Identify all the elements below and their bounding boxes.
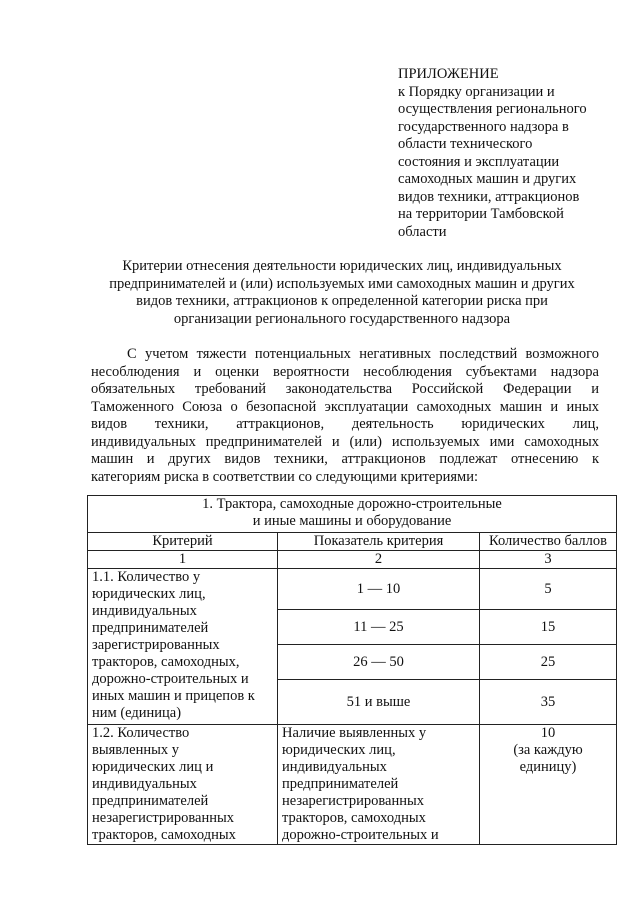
appendix-line: видов техники, аттракционов xyxy=(398,188,580,205)
title-line: организации регионального государственного надзора xyxy=(173,310,511,327)
indicator-cell: 26 — 50 xyxy=(278,645,480,680)
document-title xyxy=(88,258,596,328)
criteria-table xyxy=(87,495,617,845)
table-colnum-row xyxy=(88,551,617,569)
criterion-line: выявленных у xyxy=(92,742,179,758)
appendix-line: на территории Тамбовской xyxy=(398,206,564,222)
criterion-line: тракторов, самоходных xyxy=(92,827,236,843)
criterion-line: индивидуальных xyxy=(92,776,197,792)
criterion-cell xyxy=(88,569,278,725)
criterion-line: иных машин и прицепов к xyxy=(92,688,255,704)
title-line: Критерии отнесения деятельности юридических лиц, индивидуальных xyxy=(122,258,562,274)
appendix-heading: ПРИЛОЖЕНИЕ xyxy=(398,66,499,82)
table-row xyxy=(88,569,617,610)
indicator-cell xyxy=(278,725,480,845)
appendix-line: области xyxy=(398,223,447,240)
intro-line: обязательных требований законодательства Российской Федерации и xyxy=(91,381,599,397)
appendix-line: осуществления регионального xyxy=(398,101,587,117)
intro-line: несоблюдения и оценки вероятности несоблюдения субъектами надзора xyxy=(91,363,599,380)
intro-line: видов техники, аттракционов, деятельность юридических лиц, xyxy=(91,416,599,432)
intro-line: категориям риска в соответствии со следующими критериями: xyxy=(91,468,478,485)
criterion-line: ним (единица) xyxy=(92,705,182,721)
indicator-cell: 1 — 10 xyxy=(278,569,480,610)
criterion-line: юридических лиц и xyxy=(92,759,214,775)
section-title-cell xyxy=(88,496,617,533)
intro-line: индивидуальных предпринимателей и (или) используемых ими самоходных xyxy=(91,433,599,450)
appendix-line: государственного надзора в xyxy=(398,118,569,135)
appendix-line: самоходных машин и других xyxy=(398,171,577,187)
appendix-line: области технического xyxy=(398,136,533,152)
colnum-3: 3 xyxy=(480,551,617,569)
title-line: предпринимателей и (или) используемых ими самоходных машин и других xyxy=(109,275,575,292)
points-line: (за каждую xyxy=(513,742,583,758)
indicator-line: предпринимателей xyxy=(282,776,399,792)
points-line: единицу) xyxy=(519,759,577,775)
indicator-line: Наличие выявленных у xyxy=(282,725,427,741)
criterion-line: предпринимателей xyxy=(92,620,209,636)
section-title-line: 1. Трактора, самоходные дорожно-строительные xyxy=(202,496,502,512)
appendix-line: состояния и эксплуатации xyxy=(398,153,560,170)
intro-line: машин и других видов техники, аттракционов подлежат отнесению к xyxy=(91,451,599,467)
title-line: видов техники, аттракционов к определенной категории риска при xyxy=(136,293,548,309)
indicator-line: индивидуальных xyxy=(282,759,387,775)
indicator-cell: 51 и выше xyxy=(278,680,480,725)
indicator-line: юридических лиц, xyxy=(282,742,396,758)
points-cell: 15 xyxy=(480,610,617,645)
indicator-cell: 11 — 25 xyxy=(278,610,480,645)
indicator-line: дорожно-строительных и xyxy=(282,827,439,843)
table-section-row xyxy=(88,496,617,533)
criterion-line: незарегистрированных xyxy=(92,810,234,826)
points-cell: 35 xyxy=(480,680,617,725)
criterion-line: зарегистрированных xyxy=(92,637,220,653)
criterion-line: предпринимателей xyxy=(92,793,209,809)
criterion-line: юридических лиц, xyxy=(92,586,206,602)
header-criterion: Критерий xyxy=(88,533,278,551)
table-header-row xyxy=(88,533,617,551)
intro-line: Таможенного Союза о безопасной эксплуатации самоходных машин и иных xyxy=(91,398,599,415)
criterion-line: 1.2. Количество xyxy=(92,725,190,741)
header-indicator: Показатель критерия xyxy=(278,533,480,551)
appendix-line: к Порядку организации и xyxy=(398,83,555,100)
points-cell: 25 xyxy=(480,645,617,680)
colnum-2: 2 xyxy=(278,551,480,569)
section-title-line: и иные машины и оборудование xyxy=(252,513,452,529)
colnum-1: 1 xyxy=(88,551,278,569)
header-points: Количество баллов xyxy=(480,533,617,551)
points-cell: 5 xyxy=(480,569,617,610)
table-row xyxy=(88,725,617,845)
criterion-line: 1.1. Количество у xyxy=(92,569,201,585)
criterion-line: тракторов, самоходных, xyxy=(92,654,240,670)
indicator-line: незарегистрированных xyxy=(282,793,424,809)
intro-paragraph xyxy=(91,346,599,486)
points-line: 10 xyxy=(540,725,556,741)
criterion-line: индивидуальных xyxy=(92,603,197,619)
indicator-line: тракторов, самоходных xyxy=(282,810,426,826)
points-cell xyxy=(480,725,617,845)
appendix-block xyxy=(398,66,618,241)
intro-line: С учетом тяжести потенциальных негативных последствий возможного xyxy=(127,346,599,362)
criterion-line: дорожно-строительных и xyxy=(92,671,249,687)
criterion-cell xyxy=(88,725,278,845)
